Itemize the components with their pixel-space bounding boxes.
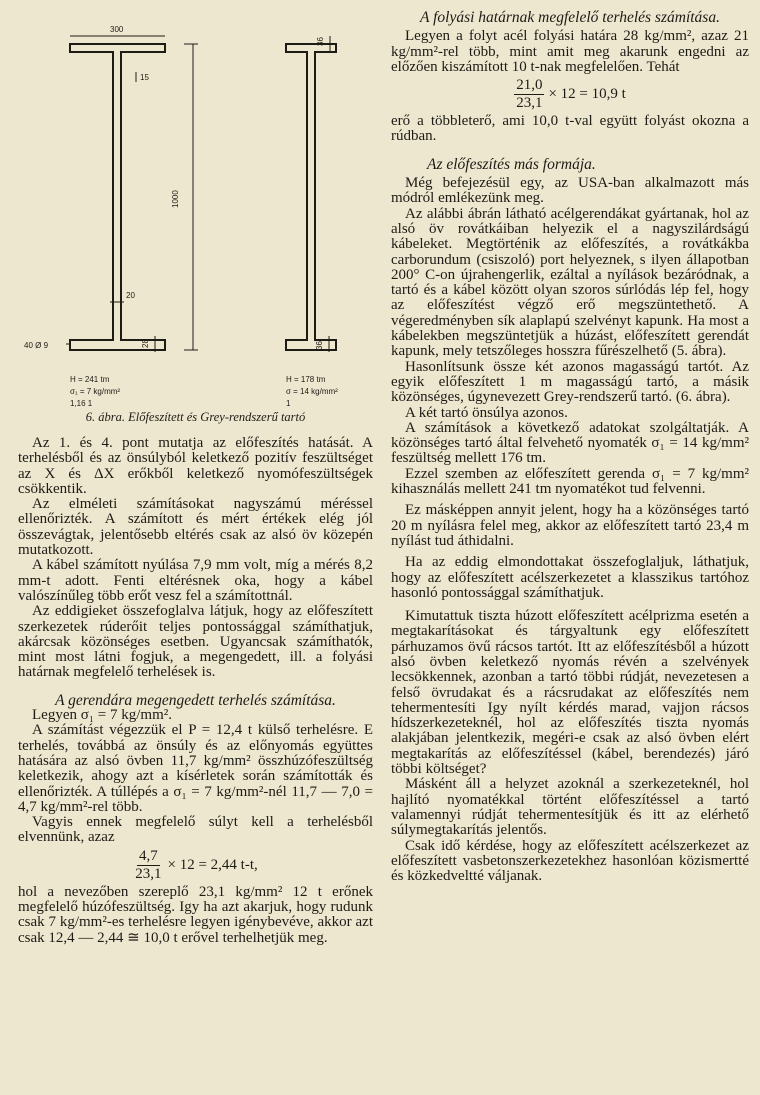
formula-numerator: 21,0 (516, 77, 543, 94)
section-heading: A gerendára megengedett terhelés számítása. (55, 691, 336, 709)
paragraph: A számítást végezzük el P = 12,4 t külső terhelésre. E terhelés, továbbá az önsúly és az előnyomás együttes hatására az alsó övben 11,7 kg/mm² összhúzófeszültség keletkezik, ahogy azt a kísérletek során számították és ellenőrizték. A túllépés a σ₁ = 7 kg/mm²-nél 11,7 — 7,0 = 4,7 kg/mm²-rel több. (18, 722, 373, 815)
paragraph: Az 1. és 4. pont mutatja az előfeszítés hatását. A terhelésből és az önsúlyból keletkező pozitív feszültséget az X és ΔX erőkből keletkező nyomófeszültségek csökkentik. (18, 435, 373, 497)
grey-beam-outline (286, 44, 336, 350)
left-note-1: H = 241 tm (70, 375, 110, 384)
right-note-3: 1 (286, 399, 291, 408)
dim-small: 15 (140, 73, 149, 82)
formula-rest: × 12 = 10,9 t (548, 86, 626, 103)
dim-height: 1000 (171, 190, 180, 208)
right-note-1: H = 178 tm (286, 375, 326, 384)
dim-flange-t2-top: 36 (316, 37, 325, 46)
paragraph: Vagyis ennek megfelelő súlyt kell a terhelésből elvennünk, azaz (18, 814, 373, 846)
left-note-2: σ₁ = 7 kg/mm² (70, 387, 121, 396)
paragraph: hol a nevezőben szereplő 23,1 kg/mm² 12 t erőnek megfelelő húzófeszültség. Igy ha azt akarjuk, hogy rudunk csak 7 kg/mm²-es terhelésre legyen igénybevéve, akkor azt csak 12,4 — 2,44 ≅ 10,0 t erővel terhelhetjük meg. (18, 883, 373, 946)
paragraph: Ezzel szemben az előfeszített gerenda σ₁ = 7 kg/mm² kihasználás mellett 241 tm nyomatékot tud felvenni. (391, 465, 749, 498)
left-note-3: 1,16 1 (70, 399, 93, 408)
right-column (391, 0, 749, 884)
paragraph: Csak idő kérdése, hogy az előfeszített acélszerkezet az előfeszített vasbetonszerkezetekhez hasonlóan közismertté és közkedveltté váljanak. (391, 837, 749, 885)
figure-6-drawing (18, 0, 373, 410)
paragraph: Legyen a folyt acél folyási határa 28 kg/mm², azaz 21 kg/mm²-rel több, mint amit meg akarunk engedni az előzően kiszámított 10 t-nak megfelelően. Tehát (391, 28, 749, 75)
dim-flange-t: 28 (141, 339, 150, 348)
formula-rest: × 12 = 2,44 t-t, (167, 856, 258, 873)
dim-cable: 40 Ø 9 (24, 341, 49, 350)
formula-numerator: 4,7 (139, 847, 158, 864)
paragraph: Még befejezésül egy, az USA-ban alkalmazott más módról emlékezünk meg. (391, 175, 749, 207)
paragraph: Az elméleti számításokat nagyszámú méréssel ellenőrizték. A számított és mért értékek elég jól összevágtak, jelentősebb eltérés csak az alsó öv közepén mutatkozott. (18, 496, 373, 559)
paragraph: Az eddigieket összefoglalva látjuk, hogy az előfeszített szerkezetek rúderőit teljes pontossággal számíthatjuk, akárcsak közönséges esetben. Ugyancsak számíthatók, mint most látni fogjuk, a megengedett, ill. a folyási határnak megfelelő terhelések is. (18, 603, 373, 681)
paragraph: Legyen σ₁ = 7 kg/mm². (32, 707, 173, 724)
dim-flange-width: 300 (110, 25, 124, 34)
dim-web: 20 (126, 291, 135, 300)
dim-flange-t2-bottom: 36 (315, 341, 324, 350)
right-note-2: σ = 14 kg/mm² (286, 387, 338, 396)
formula (18, 848, 373, 883)
paragraph: A két tartó önsúlya azonos. (405, 404, 568, 421)
paragraph: Kimutattuk tiszta húzott előfeszített acélprizma esetén a megtakarításokat és tárgyaltunk egy előfeszített párhuzamos övű rácsos tartót. Itt az előfeszítésből a húzott alsó övben keletkező nyomás révén a szelvények lecsökkennek, azonban a tartó többi rúdját, nevezetesen a felső övrudakat és a rácsrudakat az előfeszítés nem tehermentesíti Igy nyílt kérdés marad, vajjon rácsos hídszerkezeteknél, hol az előfeszítés tiszta nyomás alakjában jelentkezik, megéri-e csak az alsó övben elért megtakarítás az előfeszítéssel (kábel, berendezés) járó többi költséget? (391, 608, 749, 778)
figure-caption: 6. ábra. Előfeszített és Grey-rendszerű tartó (85, 410, 306, 424)
paragraph: Ez másképpen annyit jelent, hogy ha a közönséges tartó 20 m nyílásra felel meg, akkor az előfeszített tartó 23,4 m nyílást tud áthidalni. (391, 502, 749, 549)
section-heading: Az előfeszítés más formája. (427, 155, 596, 173)
paragraph: erő a többleterő, ami 10,0 t-val együtt folyást okozna a rúdban. (391, 113, 749, 145)
paragraph: A számítások a következő adatokat szolgáltatják. A közönséges tartó által felvehető nyomaték σ₁ = 14 kg/mm² feszültség mellett 176 tm. (391, 419, 749, 467)
paragraph: Ha az eddig elmondottakat összefoglaljuk, láthatjuk, hogy az előfeszített acélszerkezetet a klasszikus tartóhoz hasonló pontossággal számíthatjuk. (391, 554, 749, 601)
formula-denominator: 23,1 (516, 95, 543, 112)
left-column (18, 0, 373, 946)
formula (391, 77, 749, 112)
figure-6 (18, 0, 373, 428)
paragraph: Hasonlítsunk össze két azonos magasságú tartót. Az egyik előfeszített 1 m magasságú tartó, a másik közönséges, úgynevezett Grey-rendszerű tartó. (6. ábra). (391, 358, 749, 406)
paragraph: Másként áll a helyzet azoknál a szerkezeteknél, hol hajlító nyomatékkal történt előfeszítéssel a tartó valamennyi rúdját tehermentesítjük és itt az elérhető súlymegtakarítás jelentős. (391, 776, 749, 839)
paragraph: Az alábbi ábrán látható acélgerendákat gyártanak, hol az alsó öv rovátkáiban helyezik el a nagyszilárdságú kábeleket. Megtörténik az előfeszítés, a rovátkákba carborundum (csiszoló) port helyeznek, s ilyen állapotban 200° C-on újrahengerlik, ezáltal a nyílások bezáródnak, a tartó és a kábel között olyan szoros súrlódás lép fel, hogy az előfeszítést végző erő megszüntethető. A végeredményben sík alaplapú szelvényt kapunk. Ha most a kábelekben megszüntetjük a húzást, előfeszített gerendát kapunk, mely tetszőleges hosszra fűrészelhető (5. ábra). (391, 205, 749, 360)
prestressed-beam-outline (70, 44, 165, 350)
section-heading: A folyási határnak megfelelő terhelés számítása. (420, 9, 720, 26)
formula-denominator: 23,1 (135, 865, 162, 882)
paragraph: A kábel számított nyúlása 7,9 mm volt, míg a mérés 8,2 mm-t adott. Fenti eltérésnek oka, hogy a kábel valószínűleg több erőt vesz fel a számítottnál. (18, 557, 373, 604)
